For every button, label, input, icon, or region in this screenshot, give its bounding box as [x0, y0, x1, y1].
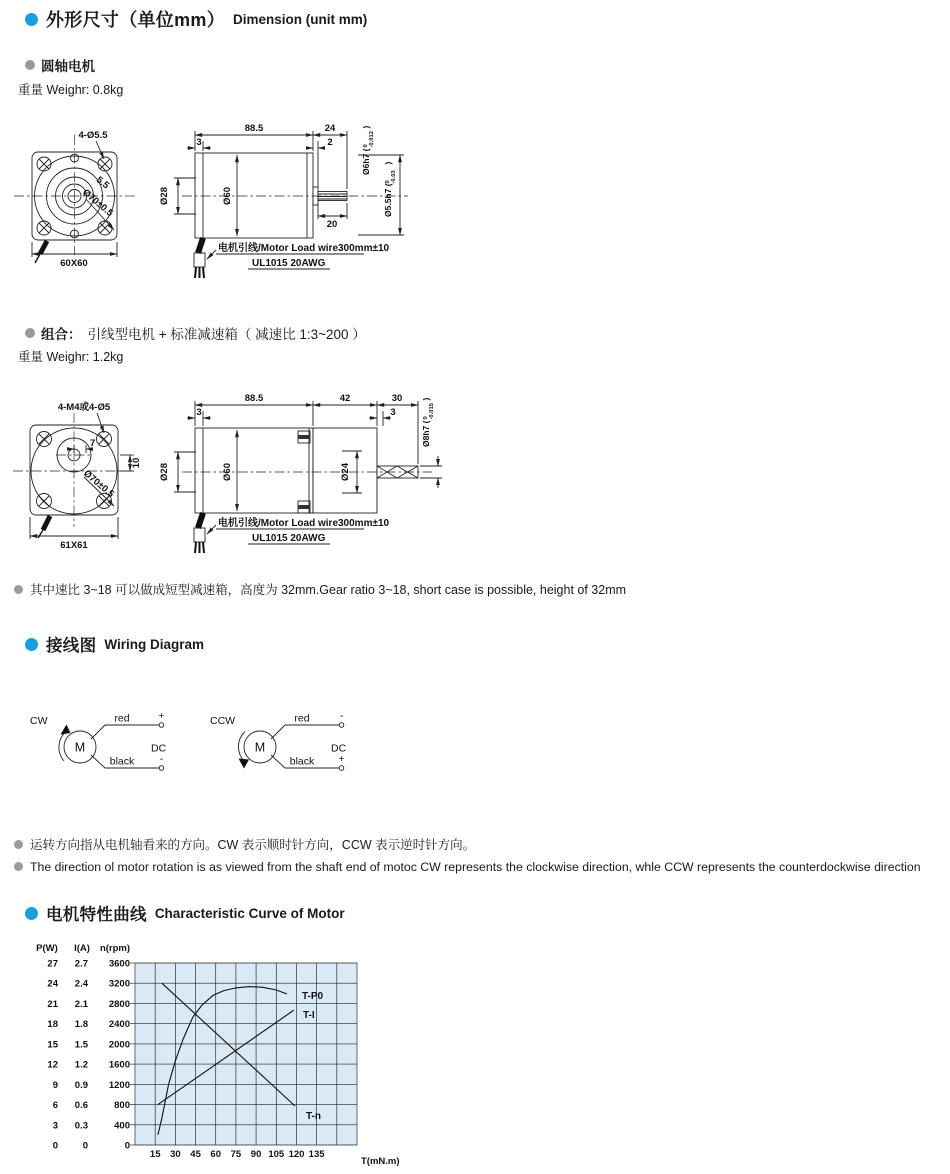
gear-front-pilot-dim: Ø70±0.5 — [81, 468, 117, 500]
series-label-t-p0: T-P0 — [302, 991, 324, 1002]
motor-symbol: M — [74, 740, 86, 755]
cw-positive-terminal: + — [158, 710, 165, 722]
output-shaft-dia-label: Ø8h7 ( — [421, 420, 431, 447]
p-tick: 3 — [52, 1120, 58, 1132]
gear-front-holes-dim: 4-M4或4-Ø5 — [57, 402, 111, 413]
x-axis-label: T(mN.m) — [361, 1156, 400, 1167]
p-tick: 6 — [52, 1100, 58, 1111]
wire-callout-line2: UL1015 20AWG — [252, 533, 326, 544]
gear-ratio-note — [14, 583, 914, 599]
gray-bullet-icon — [25, 328, 35, 338]
front-size-dim: 60X60 — [60, 258, 88, 269]
dimension-section-title — [25, 6, 367, 32]
flat-length-dim: 20 — [326, 219, 338, 230]
output-shaft-tol-top: 0 — [422, 416, 429, 420]
blue-bullet-icon — [25, 13, 38, 26]
characteristic-curve-chart — [25, 935, 465, 1174]
shaft-dia1-tol-bot: -0.012 — [369, 131, 376, 148]
i-tick: 0.3 — [74, 1120, 88, 1132]
ccw-positive-terminal: + — [338, 753, 345, 765]
x-tick: 135 — [308, 1149, 325, 1160]
x-axis-ticks — [150, 1149, 325, 1160]
curve-section-title — [25, 901, 345, 925]
i-tick: 2.7 — [74, 958, 88, 970]
gear-ratio-note-text: 其中速比 3~18 可以做成短型减速箱，高度为 32mm.Gear ratio 3~18, short case is possible, height of 32mm — [30, 583, 627, 597]
cw-red-wire-label: red — [114, 712, 130, 725]
shaft-dia1-tol-top: 0 — [362, 144, 369, 148]
cw-label: CW — [30, 715, 48, 727]
series-label-t-n: T-n — [306, 1111, 321, 1122]
round-shaft-motor-heading — [25, 55, 95, 75]
n-tick: 2800 — [108, 998, 130, 1010]
flange-width-dim: 3 — [196, 137, 202, 148]
motor-symbol: M — [254, 740, 266, 755]
output-shaft-close: ) — [421, 397, 431, 401]
gearbox-combo-heading — [25, 323, 366, 343]
p-tick: 12 — [47, 1059, 58, 1071]
gearbox-length-dim: 42 — [339, 393, 351, 404]
lead-wire — [198, 513, 203, 528]
shaft-offset-x-dim: 7 — [90, 438, 96, 449]
front-holes-dim: 4-Ø5.5 — [78, 130, 108, 141]
x-tick: 15 — [149, 1149, 161, 1160]
shaft-dia1-tolerance — [361, 126, 375, 176]
curve-title-en: Characteristic Curve of Motor — [154, 905, 345, 921]
gear-body-length-dim: 88.5 — [244, 393, 264, 404]
combo-prefix: 组合： — [41, 327, 82, 342]
gearbox-dimension-drawing — [0, 385, 470, 575]
x-tick: 120 — [288, 1149, 305, 1160]
gear-front-size-dim: 61X61 — [60, 540, 88, 551]
shaft-dia2-close: ) — [383, 161, 393, 165]
motor-front-view — [14, 130, 136, 269]
wire-callout-line2: UL1015 20AWG — [252, 258, 326, 269]
i-tick: 2.4 — [74, 978, 88, 990]
plot-area — [135, 963, 357, 1145]
p-tick: 24 — [47, 978, 58, 990]
ccw-red-wire-label: red — [294, 712, 310, 725]
i-axis-ticks — [75, 959, 89, 1152]
i-tick: 1.2 — [74, 1059, 88, 1071]
shaft-dia2-label: Ø5.5h7 ( — [383, 183, 393, 217]
cw-wiring-diagram — [30, 710, 167, 770]
shaft-dia1-label: Ø6h7 ( — [361, 148, 371, 175]
n-tick: 3200 — [108, 978, 130, 990]
x-tick: 90 — [250, 1149, 262, 1160]
gear-boss-diameter-dim: Ø28 — [159, 463, 170, 481]
gearbox-side-view — [159, 393, 442, 553]
dimension-title-zh: 外形尺寸（单位mm） — [46, 10, 226, 30]
front-pilot-dim: Ø70±0.5 — [80, 187, 116, 219]
shaft-offset-y-dim: 10 — [131, 457, 142, 469]
output-boss-diameter-dim: Ø24 — [340, 463, 351, 481]
gearbox-weight: 重量 Weighr: 1.2kg — [18, 350, 124, 364]
motor-wire — [40, 241, 47, 254]
gray-bullet-icon — [14, 862, 23, 871]
wiring-diagram — [20, 700, 440, 800]
rotation-note-en-text: The direction ol motor rotation is as viewed from the shaft end of motoc CW represents the clockwise direction, whle CCW represents the counterdockwise direction — [30, 860, 921, 874]
ccw-black-wire-label: black — [289, 755, 315, 768]
series-label-t-i: T-I — [303, 1010, 315, 1021]
ccw-negative-terminal: - — [339, 710, 344, 722]
n-tick: 1600 — [108, 1059, 130, 1071]
ccw-dc-label: DC — [331, 742, 347, 755]
n-tick: 400 — [114, 1120, 130, 1132]
axis-header-i: I(A) — [74, 943, 90, 954]
cw-rotation-arrow-icon — [59, 732, 66, 762]
gearbox-front-view — [13, 401, 142, 551]
x-tick: 105 — [268, 1149, 285, 1160]
motor-wire — [43, 516, 50, 530]
i-tick: 0 — [82, 1140, 88, 1152]
cw-black-wire-label: black — [109, 755, 135, 768]
i-tick: 1.5 — [74, 1039, 88, 1051]
ccw-label: CCW — [210, 715, 236, 727]
curve-title-zh: 电机特性曲线 — [46, 906, 147, 924]
shaft-dia2-tol-top: 0 — [384, 180, 391, 184]
n-tick: 1200 — [108, 1079, 130, 1091]
output-shaft-tolerance — [421, 398, 435, 448]
axis-header-n: n(rpm) — [99, 943, 131, 954]
n-tick: 3600 — [108, 958, 130, 970]
wire-callout-line1: 电机引线/Motor Load wire300mm±10 — [218, 243, 390, 254]
rotation-note-zh — [14, 838, 934, 854]
wiring-title-en: Wiring Diagram — [104, 636, 205, 652]
step-width-dim: 2 — [327, 137, 333, 148]
rotation-note-en — [14, 860, 944, 875]
body-length-dim: 88.5 — [244, 123, 264, 134]
wire-callout-line1: 电机引线/Motor Load wire300mm±10 — [218, 518, 390, 529]
p-tick: 21 — [47, 998, 58, 1010]
n-tick: 800 — [114, 1100, 130, 1111]
boss-diameter-dim: Ø28 — [159, 187, 170, 205]
rotation-note-zh-text: 运转方向指从电机轴看来的方向。CW 表示顺时针方向，CCW 表示逆时针方向。 — [30, 838, 476, 852]
blue-bullet-icon — [25, 907, 38, 920]
i-tick: 2.1 — [74, 998, 88, 1010]
wiring-section-title — [25, 632, 204, 656]
shaft-length-dim: 24 — [324, 123, 336, 134]
shaft-dia2-tolerance — [383, 162, 397, 218]
p-axis-ticks — [47, 959, 58, 1152]
body-diameter-dim: Ø60 — [222, 187, 233, 205]
combo-description: 引线型电机 + 标准减速箱（ 减速比 1:3~200 ） — [87, 327, 366, 342]
x-tick: 75 — [230, 1149, 242, 1160]
p-tick: 0 — [52, 1140, 58, 1152]
gray-bullet-icon — [25, 60, 35, 70]
i-tick: 0.9 — [74, 1079, 88, 1091]
x-tick: 45 — [190, 1149, 201, 1160]
axis-header-p: P(W) — [36, 943, 58, 954]
n-tick: 2000 — [108, 1039, 130, 1051]
output-shaft-tol-bot: -0.015 — [429, 403, 436, 420]
motor-dimension-drawing — [0, 115, 470, 291]
x-tick: 30 — [170, 1149, 181, 1160]
wiring-title-zh: 接线图 — [46, 637, 97, 655]
p-tick: 18 — [47, 1019, 58, 1031]
x-tick: 60 — [210, 1149, 221, 1160]
out-boss-width-dim: 3 — [390, 407, 396, 418]
cw-negative-terminal: - — [159, 753, 164, 765]
gear-shaft-length-dim: 30 — [391, 393, 403, 404]
gray-bullet-icon — [14, 840, 23, 849]
ccw-wiring-diagram — [210, 710, 347, 770]
round-shaft-motor-label: 圆轴电机 — [41, 59, 95, 74]
n-axis-ticks — [109, 959, 130, 1152]
lead-wire — [198, 238, 203, 253]
blue-bullet-icon — [25, 638, 38, 651]
i-tick: 1.8 — [74, 1019, 88, 1031]
i-tick: 0.6 — [74, 1100, 88, 1111]
n-tick: 2400 — [108, 1019, 130, 1031]
n-tick: 0 — [124, 1140, 130, 1152]
gray-bullet-icon — [14, 585, 23, 594]
motor-side-view — [159, 123, 408, 278]
shaft-dia1-close: ) — [361, 125, 371, 129]
p-tick: 27 — [47, 958, 58, 970]
shaft-dia2-tol-bot: -0.03 — [391, 170, 398, 184]
gear-flange-width-dim: 3 — [196, 407, 202, 418]
front-offset-dim: 5.5 — [93, 174, 112, 192]
motor-weight: 重量 Weighr: 0.8kg — [18, 83, 124, 97]
gear-body-diameter-dim: Ø60 — [222, 463, 233, 481]
cw-dc-label: DC — [151, 742, 167, 755]
p-tick: 9 — [52, 1079, 58, 1091]
p-tick: 15 — [47, 1039, 58, 1051]
dimension-title-en: Dimension (unit mm) — [233, 11, 368, 27]
